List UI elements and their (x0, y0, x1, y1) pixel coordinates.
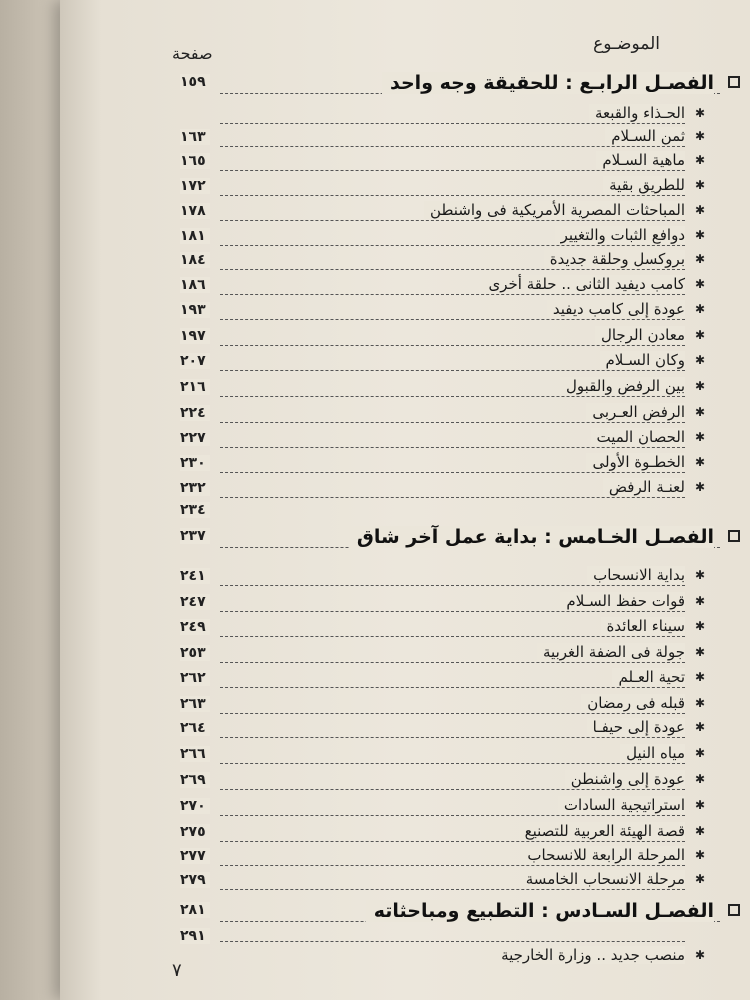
entry-page: ١٩٧ (180, 328, 210, 344)
toc-entry (180, 351, 705, 375)
entry-label: الرفض العـربى (586, 403, 685, 421)
entry-page: ٢٣٤ (180, 502, 210, 518)
chapter-box-icon (728, 76, 740, 88)
toc-entry (180, 946, 705, 970)
entry-label: ماهية السـلام (596, 151, 685, 169)
entry-label: منصب جديد .. وزارة الخارجية (495, 946, 685, 964)
bullet-icon: ✱ (694, 645, 705, 659)
leader-dots (220, 889, 685, 890)
footer-page-number: ٧ (172, 960, 182, 981)
toc-entry (180, 926, 705, 946)
bullet-icon: ✱ (694, 228, 705, 242)
entry-page: ٢٦٤ (180, 720, 210, 736)
toc-entry (180, 668, 705, 692)
chapter-6-heading (180, 900, 740, 926)
bullet-icon: ✱ (694, 772, 705, 786)
entry-page: ١٧٢ (180, 178, 210, 194)
entry-page: ٢٢٧ (180, 430, 210, 446)
bullet-icon: ✱ (694, 480, 705, 494)
bullet-icon: ✱ (694, 594, 705, 608)
toc-entry (180, 694, 705, 718)
leader-dots (220, 865, 685, 866)
leader-dots (220, 636, 685, 637)
toc-entry (180, 300, 705, 324)
entry-page: ٢١٦ (180, 379, 210, 395)
chapter-5-heading (180, 526, 740, 552)
entry-label: للطريق بقية (603, 176, 685, 194)
entry-label: قبله فى رمضان (581, 694, 685, 712)
toc-entry (180, 127, 705, 151)
entry-page: ٢٤٧ (180, 594, 210, 610)
toc-entry (180, 592, 705, 616)
toc-entry (180, 201, 705, 225)
bullet-icon: ✱ (694, 848, 705, 862)
toc-entry (180, 718, 705, 742)
bullet-icon: ✱ (694, 619, 705, 633)
leader-dots (220, 195, 685, 196)
bullet-icon: ✱ (694, 405, 705, 419)
toc-entry (180, 796, 705, 820)
book-spine-shadow (0, 0, 60, 1000)
leader-dots (220, 146, 685, 147)
toc-entry (180, 822, 705, 846)
entry-page: ٢٧٥ (180, 824, 210, 840)
bullet-icon: ✱ (694, 153, 705, 167)
leader-dots (220, 294, 685, 295)
toc-entry (180, 275, 705, 299)
leader-dots (220, 319, 685, 320)
bullet-icon: ✱ (694, 568, 705, 582)
bullet-icon: ✱ (694, 353, 705, 367)
entry-page: ١٨٤ (180, 252, 210, 268)
bullet-icon: ✱ (694, 798, 705, 812)
page-header: صفحة (172, 44, 213, 63)
bullet-icon: ✱ (694, 430, 705, 444)
leader-dots (220, 763, 685, 764)
bullet-icon: ✱ (694, 178, 705, 192)
chapter-4-heading (180, 72, 740, 98)
leader-dots (220, 713, 685, 714)
bullet-icon: ✱ (694, 670, 705, 684)
chapter-title: الفصـل الرابـع : للحقيقة وجه واحد (382, 72, 714, 94)
bullet-icon: ✱ (694, 720, 705, 734)
bullet-icon: ✱ (694, 872, 705, 886)
entry-page: ٢٦٢ (180, 670, 210, 686)
entry-label: تحية العـلم (612, 668, 685, 686)
leader-dots (220, 585, 685, 586)
entry-label: ثمن السـلام (605, 127, 685, 145)
entry-label: وكان السـلام (600, 351, 686, 369)
entry-page: ٢٢٤ (180, 405, 210, 421)
leader-dots (220, 422, 685, 423)
entry-label: لعنـة الرفض (603, 478, 685, 496)
leader-dots (220, 269, 685, 270)
chapter-page: ٢٨١ (180, 902, 210, 918)
toc-entry (180, 104, 705, 128)
entry-page: ٢٠٧ (180, 353, 210, 369)
toc-entry (180, 226, 705, 250)
toc-entry (180, 326, 705, 350)
leader-dots (220, 220, 685, 221)
entry-label: استراتيجية السادات (558, 796, 685, 814)
bullet-icon: ✱ (694, 824, 705, 838)
entry-page: ٢٥٣ (180, 645, 210, 661)
bullet-icon: ✱ (694, 203, 705, 217)
entry-page: ١٨٦ (180, 277, 210, 293)
leader-dots (220, 687, 685, 688)
toc-entry (180, 377, 705, 401)
bullet-icon: ✱ (694, 696, 705, 710)
entry-label: بداية الانسحاب (587, 566, 685, 584)
entry-label: كامب ديفيد الثانى .. حلقة أخرى (482, 275, 685, 293)
entry-page: ١٦٥ (180, 153, 210, 169)
entry-label: مرحلة الانسحاب الخامسة (520, 870, 685, 888)
toc-entry (180, 846, 705, 870)
toc-entry (180, 770, 705, 794)
entry-page: ٢٣٠ (180, 455, 210, 471)
chapter-page: ١٥٩ (180, 74, 210, 90)
chapter-title: الفصـل الخـامس : بداية عمل آخر شاق (349, 526, 714, 548)
entry-label: سيناء العائدة (601, 617, 685, 635)
entry-page: ٢٣٢ (180, 480, 210, 496)
entry-label: المباحثات المصرية الأمريكية فى واشنطن (424, 201, 685, 219)
bullet-icon: ✱ (694, 455, 705, 469)
leader-dots (220, 370, 685, 371)
leader-dots (220, 941, 685, 942)
bullet-icon: ✱ (694, 252, 705, 266)
leader-dots (220, 841, 685, 842)
toc-entry (180, 744, 705, 768)
entry-label: دوافع الثبات والتغيير (555, 226, 685, 244)
bullet-icon: ✱ (694, 379, 705, 393)
chapter-page: ٢٣٧ (180, 528, 210, 544)
entry-label: عودة إلى حيفـا (587, 718, 685, 736)
entry-page: ٢٤١ (180, 568, 210, 584)
entry-label: الحصان الميت (591, 428, 685, 446)
entry-page: ٢٤٩ (180, 619, 210, 635)
entry-label: جولة فى الضفة الغربية (537, 643, 685, 661)
leader-dots (220, 345, 685, 346)
entry-page: ١٩٣ (180, 302, 210, 318)
entry-page: ٢٦٣ (180, 696, 210, 712)
bullet-icon: ✱ (694, 746, 705, 760)
bullet-icon: ✱ (694, 302, 705, 316)
leader-dots (220, 472, 685, 473)
toc-entry (180, 870, 705, 894)
toc-entry (180, 453, 705, 477)
chapter-box-icon (728, 904, 740, 916)
entry-page: ٢٦٩ (180, 772, 210, 788)
toc-entry (180, 500, 705, 520)
entry-label: بين الرفض والقبول (560, 377, 685, 395)
leader-dots (220, 123, 685, 124)
entry-page: ١٦٣ (180, 129, 210, 145)
entry-label: مياه النيل (620, 744, 685, 762)
toc-entry (180, 403, 705, 427)
leader-dots (220, 170, 685, 171)
entry-label: معادن الرجال (595, 326, 685, 344)
toc-entry (180, 428, 705, 452)
entry-page: ٢٧٧ (180, 848, 210, 864)
entry-label: عودة إلى كامب ديفيد (547, 300, 685, 318)
entry-label: المرحلة الرابعة للانسحاب (521, 846, 685, 864)
entry-page: ٢٩١ (180, 928, 210, 944)
entry-label: الخطـوة الأولى (586, 453, 685, 471)
entry-label: قصة الهيئة العربية للتصنيع (519, 822, 685, 840)
toc-entry (180, 176, 705, 200)
toc-entry (180, 478, 705, 502)
toc-entry (180, 151, 705, 175)
toc-entry (180, 617, 705, 641)
leader-dots (220, 789, 685, 790)
bullet-icon: ✱ (694, 129, 705, 143)
entry-page: ٢٧٠ (180, 798, 210, 814)
leader-dots (220, 245, 685, 246)
bullet-icon: ✱ (694, 948, 705, 962)
entry-page: ٢٧٩ (180, 872, 210, 888)
leader-dots (220, 815, 685, 816)
topic-header: الموضـوع (593, 34, 660, 54)
entry-label: بروكسل وحلقة جديدة (544, 250, 685, 268)
entry-page: ١٨١ (180, 228, 210, 244)
leader-dots (220, 737, 685, 738)
entry-page: ٢٦٦ (180, 746, 210, 762)
leader-dots (220, 447, 685, 448)
chapter-box-icon (728, 530, 740, 542)
bullet-icon: ✱ (694, 277, 705, 291)
toc-entry (180, 643, 705, 667)
toc-entry (180, 250, 705, 274)
toc-entry (180, 566, 705, 590)
toc-page (60, 0, 750, 1000)
bullet-icon: ✱ (694, 106, 705, 120)
entry-label: الحـذاء والقبعة (589, 104, 685, 122)
entry-page: ١٧٨ (180, 203, 210, 219)
chapter-title: الفصـل السـادس : التطبيع ومباحثاته (366, 900, 714, 922)
entry-label: عودة إلى واشنطن (565, 770, 685, 788)
leader-dots (220, 611, 685, 612)
leader-dots (220, 497, 685, 498)
leader-dots (220, 396, 685, 397)
entry-label: قوات حفظ السـلام (560, 592, 685, 610)
leader-dots (220, 662, 685, 663)
bullet-icon: ✱ (694, 328, 705, 342)
